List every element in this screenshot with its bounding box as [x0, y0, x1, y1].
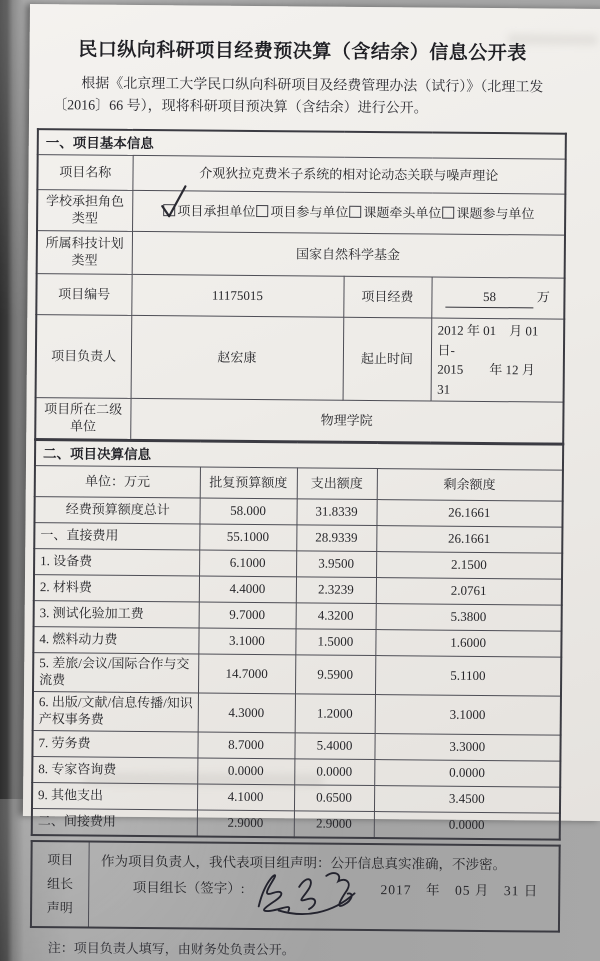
role-option: 课题参与单位 — [441, 206, 534, 222]
remain-cell: 0.0000 — [374, 811, 560, 839]
duration-line-2: 2015 年 12 月 31 — [437, 361, 548, 397]
project-number-label: 项目编号 — [36, 274, 131, 316]
intro-line-2: 〔2016〕66 号），现将科研项目预决算（含结余）进行公开。 — [53, 97, 428, 117]
table-row — [36, 274, 564, 320]
footnote: 注：项目负责人填写，由财务处负责公开。 — [47, 940, 295, 958]
checkbox-icon — [349, 206, 361, 218]
remain-cell: 5.3800 — [376, 604, 562, 632]
budget-table — [31, 439, 564, 840]
project-fund-value — [431, 277, 564, 319]
budget-row-name: 4. 燃料动力费 — [33, 627, 198, 654]
intro-line-1: 根据《北京理工大学民口纵向科研项目及经费管理办法（试行）》（北理工发 — [81, 76, 544, 96]
remain-cell: 3.4500 — [374, 785, 560, 813]
section-1-header: 一、项目基本信息 — [38, 129, 566, 159]
remain-cell: 5.1100 — [375, 656, 561, 696]
budget-cell: 4.4000 — [199, 576, 296, 603]
budget-cell: 4.1000 — [197, 784, 294, 811]
budget-header-row — [35, 466, 563, 502]
spent-cell: 0.0000 — [294, 759, 374, 786]
remain-cell: 2.0761 — [376, 578, 562, 606]
budget-row-name: 7. 劳务费 — [32, 730, 197, 757]
budget-row-name: 8. 专家咨询费 — [32, 756, 197, 783]
signature — [248, 863, 366, 920]
budget-row-name: 9. 其他支出 — [32, 782, 197, 809]
fund-unit: 万 — [536, 289, 550, 305]
page-title: 民口纵向科研项目经费预决算（含结余）信息公开表 — [78, 39, 527, 65]
spent-cell: 5.4000 — [294, 733, 374, 760]
fund-amount: 58 — [445, 289, 533, 309]
budget-row-name: 二、间接费用 — [32, 808, 197, 836]
table-row — [33, 692, 561, 735]
spent-cell: 31.8339 — [296, 499, 376, 526]
spent-cell: 4.3200 — [296, 603, 376, 630]
budget-cell: 2.9000 — [197, 810, 294, 837]
remain-cell: 2.1500 — [376, 552, 562, 580]
spent-cell: 3.9500 — [296, 551, 376, 578]
basic-info-table — [34, 128, 567, 445]
checkbox-icon — [256, 205, 268, 217]
table-row — [35, 398, 563, 444]
declaration-statement: 作为项目负责人，我代表项目组声明：公开信息真实准确，不涉密。 — [100, 853, 507, 873]
table-row — [37, 190, 565, 236]
project-fund-label: 项目经费 — [343, 277, 431, 319]
declaration-body — [88, 841, 560, 931]
spent-cell: 9.5900 — [295, 655, 375, 694]
spent-cell: 28.9339 — [296, 525, 376, 552]
role-option: 课题牵头单位 — [348, 205, 441, 221]
declaration-table — [30, 840, 561, 933]
budget-cell: 4.3000 — [198, 693, 295, 733]
spent-cell: 1.5000 — [295, 629, 375, 656]
budget-cell: 55.1000 — [199, 524, 296, 551]
remain-cell: 26.1661 — [376, 526, 562, 554]
budget-row-name: 1. 设备费 — [34, 549, 199, 576]
spent-cell: 2.3239 — [296, 577, 376, 604]
table-row — [31, 841, 560, 932]
duration-label: 起止时间 — [343, 318, 432, 402]
signature-row — [99, 870, 549, 908]
declaration-date: 2017 年 05 月 31 日 — [380, 881, 539, 899]
second-unit-value: 物理学院 — [130, 399, 563, 444]
spent-cell: 0.6500 — [294, 785, 374, 812]
project-number-value: 11175015 — [131, 275, 343, 318]
budget-cell: 14.7000 — [198, 654, 295, 694]
budget-cell: 6.1000 — [199, 550, 296, 577]
budget-cell: 0.0000 — [197, 758, 294, 785]
col-header-budget: 批复预算额度 — [200, 467, 297, 499]
duration-line-1: 2012 年 01 月 01 日- — [437, 322, 552, 358]
budget-row-name: 一、直接费用 — [34, 523, 199, 550]
project-name-label: 项目名称 — [37, 155, 132, 191]
plan-type-label: 所属科技计划类型 — [37, 231, 132, 275]
budget-cell: 3.1000 — [198, 628, 295, 655]
col-header-remain: 剩余额度 — [377, 469, 563, 502]
sign-label: 项目组长（签字）: — [132, 879, 245, 896]
checkbox-icon — [163, 204, 175, 216]
plan-type-value: 国家自然科学基金 — [132, 232, 565, 279]
budget-row-name: 3. 测试化验加工费 — [34, 601, 199, 628]
table-row — [36, 315, 565, 403]
spent-cell: 1.2000 — [295, 694, 375, 733]
budget-row-name: 5. 差旅/会议/国际合作与交流费 — [33, 653, 198, 693]
role-type-label: 学校承担角色类型 — [37, 190, 132, 232]
spent-cell: 2.9000 — [294, 811, 374, 838]
budget-row-name: 2. 材料费 — [34, 575, 199, 602]
remain-cell: 0.0000 — [374, 759, 560, 787]
table-row — [37, 155, 565, 195]
role-type-options — [132, 191, 565, 236]
remain-cell: 3.3000 — [374, 733, 560, 761]
remain-cell: 3.1000 — [375, 695, 561, 735]
budget-row-name: 经费预算额度总计 — [34, 497, 199, 524]
table-row — [37, 231, 565, 279]
checkbox-icon — [442, 207, 454, 219]
budget-cell: 9.7000 — [199, 602, 296, 629]
remain-cell: 1.6000 — [375, 630, 561, 658]
role-option: 项目参与单位 — [255, 204, 348, 220]
budget-row-name: 6. 出版/文献/信息传播/知识产权事务费 — [33, 692, 198, 732]
document-page — [23, 4, 600, 958]
col-header-spent: 支出额度 — [297, 468, 377, 500]
second-unit-label: 项目所在二级单位 — [35, 398, 130, 440]
intro-paragraph — [53, 73, 561, 121]
col-header-unit: 单位：万元 — [35, 466, 200, 498]
project-name-value: 介观狄拉克费米子系统的相对论动态关联与噪声理论 — [132, 156, 565, 195]
duration-value — [431, 318, 565, 402]
declaration-label: 项目 组长 声明 — [31, 841, 89, 928]
budget-cell: 58.000 — [199, 498, 296, 525]
role-option-checked: 项目承担单位 — [162, 203, 255, 221]
budget-cell: 8.7000 — [197, 732, 294, 759]
leader-value: 赵宏康 — [131, 316, 344, 401]
leader-label: 项目负责人 — [36, 315, 132, 399]
table-row — [32, 808, 560, 839]
section-2-header: 二、项目决算信息 — [35, 440, 563, 470]
table-row — [33, 653, 561, 696]
remain-cell: 26.1661 — [376, 500, 562, 528]
